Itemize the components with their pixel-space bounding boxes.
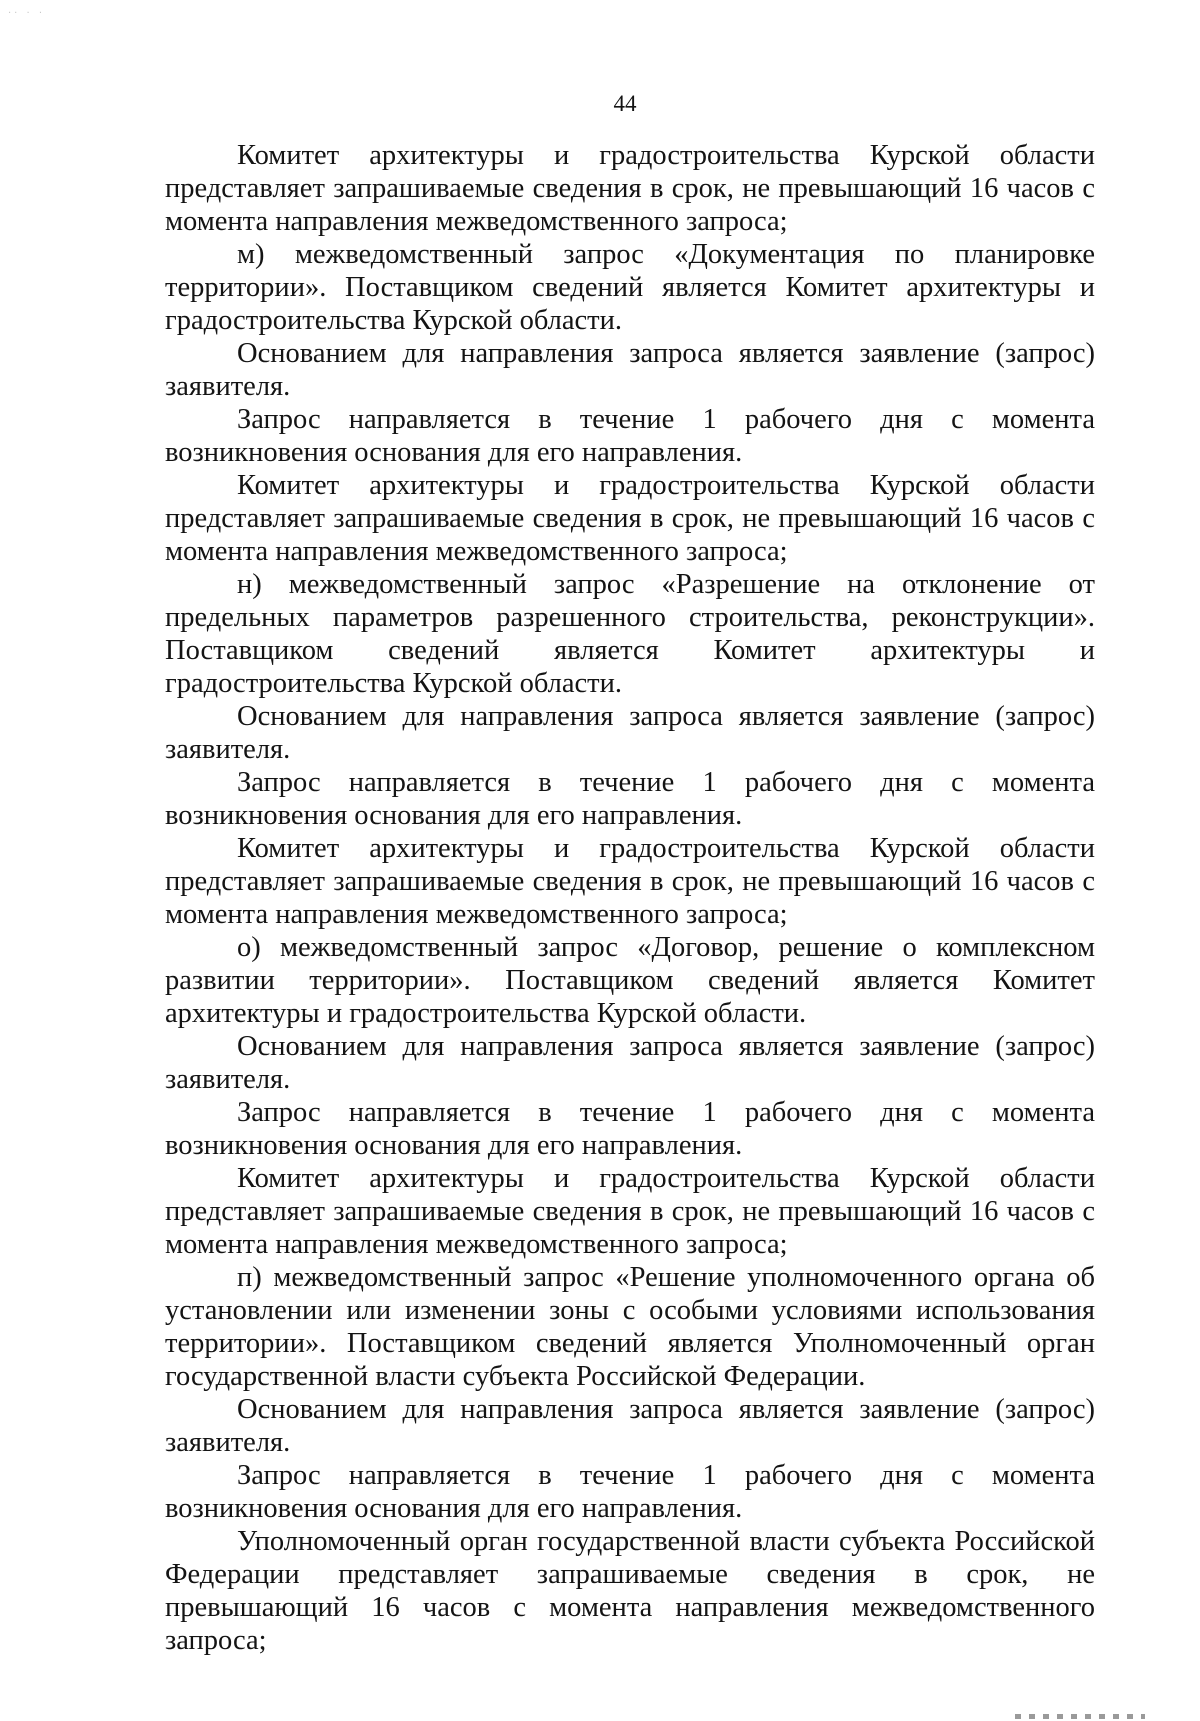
document-body: [165, 139, 1095, 1657]
paragraph: м) межведомственный запрос «Документация по планировке территории». Поставщиком сведений является Комитет архитектуры и градостроительства Курской области.: [165, 239, 1095, 336]
paragraph: Основанием для направления запроса является заявление (запрос) заявителя.: [165, 338, 1095, 402]
paragraph: Основанием для направления запроса является заявление (запрос) заявителя.: [165, 1031, 1095, 1095]
paragraph: о) межведомственный запрос «Договор, решение о комплексном развитии территории». Поставщиком сведений является Комитет архитектуры и градостроительства Курской области.: [165, 932, 1095, 1029]
scan-edge-artifact: [1015, 1714, 1145, 1719]
paragraph: Комитет архитектуры и градостроительства Курской области представляет запрашиваемые сведения в срок, не превышающий 16 часов с момента направления межведомственного запроса;: [165, 140, 1095, 237]
paragraph: Комитет архитектуры и градостроительства Курской области представляет запрашиваемые сведения в срок, не превышающий 16 часов с момента направления межведомственного запроса;: [165, 833, 1095, 930]
paragraph: Основанием для направления запроса является заявление (запрос) заявителя.: [165, 1394, 1095, 1458]
paragraph: п) межведомственный запрос «Решение уполномоченного органа об установлении или изменении зоны с особыми условиями использования территории». Поставщиком сведений является Уполномоченный орган государственной власти субъекта Российской Федерации.: [165, 1262, 1095, 1392]
paragraph: н) межведомственный запрос «Разрешение на отклонение от предельных параметров разрешенного строительства, реконструкции». Поставщиком сведений является Комитет архитектуры и градостроительства Курской области.: [165, 569, 1095, 699]
paragraph: Запрос направляется в течение 1 рабочего дня с момента возникновения основания для его направления.: [165, 1097, 1095, 1161]
paragraph: Уполномоченный орган государственной власти субъекта Российской Федерации представляет запрашиваемые сведения в срок, не превышающий 16 часов с момента направления межведомственного запроса;: [165, 1526, 1095, 1656]
paragraph: Запрос направляется в течение 1 рабочего дня с момента возникновения основания для его направления.: [165, 1460, 1095, 1524]
paragraph: Комитет архитектуры и градостроительства Курской области представляет запрашиваемые сведения в срок, не превышающий 16 часов с момента направления межведомственного запроса;: [165, 1163, 1095, 1260]
paragraph: Запрос направляется в течение 1 рабочего дня с момента возникновения основания для его направления.: [165, 767, 1095, 831]
scan-artifact: ·· · ·: [8, 8, 46, 19]
paragraph: Запрос направляется в течение 1 рабочего дня с момента возникновения основания для его направления.: [165, 404, 1095, 468]
page-number: 44: [613, 91, 637, 116]
paragraph: Основанием для направления запроса является заявление (запрос) заявителя.: [165, 701, 1095, 765]
paragraph: Комитет архитектуры и градостроительства Курской области представляет запрашиваемые сведения в срок, не превышающий 16 часов с момента направления межведомственного запроса;: [165, 470, 1095, 567]
